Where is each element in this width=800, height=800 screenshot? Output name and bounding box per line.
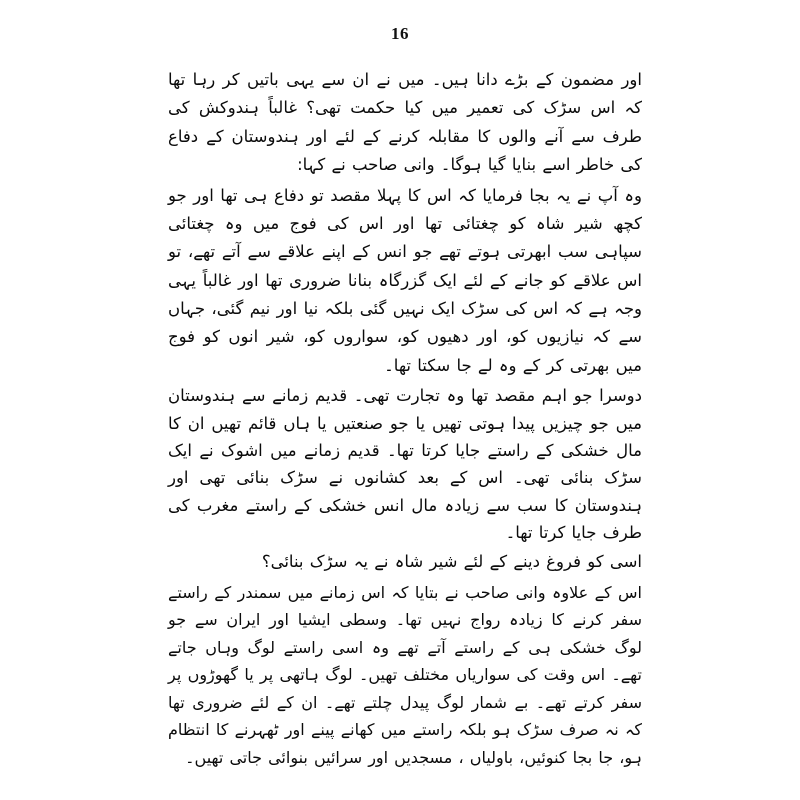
paragraph: اور مضمون کے بڑے دانا ہیں۔ میں نے ان سے یہی باتیں کر رہا تھا کہ اس سڑک کی تعمیر میں کیا حکمت تھی؟ غالباً ہندوکش کی طرف سے آنے والوں کا مقابلہ کرنے کے لئے اور ہندوستان کے دفاع کی خاطر اسے بنایا گیا ہوگا۔ وانی صاحب نے کہا:: [168, 70, 642, 175]
page-body-text: [168, 66, 642, 773]
paragraph: دوسرا جو اہم مقصد تھا وہ تجارت تھی۔ قدیم زمانے سے ہندوستان میں جو چیزیں پیدا ہوتی تھیں یا جو صنعتیں یا ہاں قائم تھیں ان کا مال خشکی کے راستے جایا کرتا تھا۔ قدیم زمانے میں اشوک نے ایک سڑک بنائی تھی۔ اس کے بعد کشانوں نے سڑک بنائی تھی اور ہندوستان کا سب سے زیادہ مال انس خشکی کے راستے مغرب کی طرف جایا کرتا تھا۔: [168, 386, 642, 542]
paragraph: اسی کو فروغ دینے کے لئے شیر شاہ نے یہ سڑک بنائی؟: [261, 552, 642, 572]
paragraph: اس کے علاوہ وانی صاحب نے بتایا کہ اس زمانے میں سمندر کے راستے سفر کرنے کا زیادہ رواج نہیں تھا۔ وسطی ایشیا اور ایران سے جو لوگ خشکی ہی کے راستے آتے تھے وہ اسی راستے لوگ وہاں جاتے تھے۔ اس وقت کی سواریاں مختلف تھیں۔ لوگ ہاتھی پر یا گھوڑوں پر سفر کرتے تھے۔ بے شمار لوگ پیدل چلتے تھے۔ ان کے لئے ضروری تھا کہ نہ صرف سڑک ہو بلکہ راستے میں کھانے پینے اور ٹھہرنے کا انتظام ہو، جا بجا کنوئیں، باولیاں ، مسجدیں اور سرائیں بنوائی جاتی تھیں۔: [168, 582, 642, 767]
paragraph: وہ آپ نے یہ بجا فرمایا کہ اس کا پہلا مقصد تو دفاع ہی تھا اور جو کچھ شیر شاہ کو چغتائی تھا اور اس کی فوج میں وہ چغتائی سپاہی سب ابھرتی ہوتے تھے جو انس کے اپنے علاقے سے آتے تھے، تو اس علاقے کو جانے کے لئے ایک گزرگاہ بنانا ضروری تھا اور غالباً یہی وجہ ہے کہ اس کی سڑک ایک نہیں گئی بلکہ نیا اور نیم گئی، جہاں سے کہ نیازیوں کو، اور دھیوں کو، سواروں کو، شیر انوں کو فوج میں بھرتی کر کے وہ لے جا سکتا تھا۔: [168, 185, 642, 375]
page-number: 16: [391, 24, 409, 43]
